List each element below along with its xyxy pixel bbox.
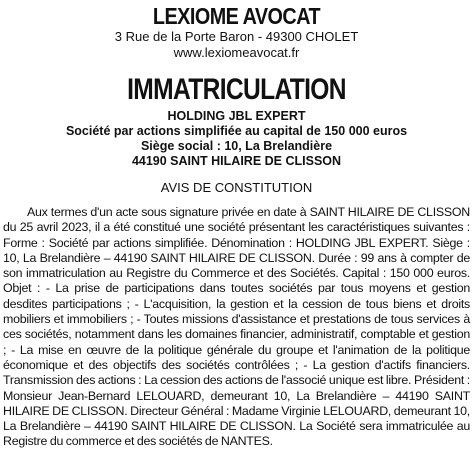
company-form-capital: Société par actions simplifiée au capital de 150 000 euros: [65, 124, 408, 138]
firm-name: LEXIOME AVOCAT: [152, 3, 321, 29]
firm-header: [3, 3, 470, 61]
firm-website: www.lexiomeavocat.fr: [173, 45, 300, 60]
company-block: [3, 109, 470, 169]
notice-headline: IMMATRICULATION: [127, 73, 346, 106]
company-name: HOLDING JBL EXPERT: [167, 109, 306, 123]
company-seat: Siège social : 10, La Brelandière: [140, 139, 333, 153]
firm-address: 3 Rue de la Porte Baron - 49300 CHOLET: [114, 29, 359, 44]
company-city: 44190 SAINT HILAIRE DE CLISSON: [131, 154, 342, 168]
notice-body: Aux termes d'un acte sous signature privée en date à SAINT HILAIRE DE CLISSON du 25 avril 2023, il a été constitué une société présentant les caractéristiques suivantes : Forme : Société par actions simplifiée. Dénomination : HOLDING JBL EXPERT. Siège : 10, La Brelandière – 44190 SAINT HILAIRE DE CLISSON. Durée : 99 ans à compter de son immatriculation au Registre du Commerce et des Sociétés. Capital : 150 000 euros. Objet : - La prise de participations dans toutes sociétés par tous moyens et gestion desdites participations ; - L'acquisition, la gestion et la cession de tous biens et droits mobiliers et immobiliers ; - Toutes missions d'assistance et prestations de tous services à ces sociétés, notamment dans les domaines financier, administratif, comptable et gestion ; - La mise en œuvre de la politique générale du groupe et l'animation de la politique économique et des objectifs des sociétés contrôlées ; - La gestion d'actifs financiers. Transmission des actions : La cession des actions de l'associé unique est libre. Président : Monsieur Jean-Bernard LELOUARD, demeurant 10, La Brelandière – 44190 SAINT HILAIRE DE CLISSON. Directeur Général : Madame Virginie LELOUARD, demeurant 10, La Brelandière – 44190 SAINT HILAIRE DE CLISSON. La Société sera immatriculée au Registre du commerce et des sociétés de NANTES.: [3, 205, 470, 449]
section-title: AVIS DE CONSTITUTION: [160, 180, 313, 195]
